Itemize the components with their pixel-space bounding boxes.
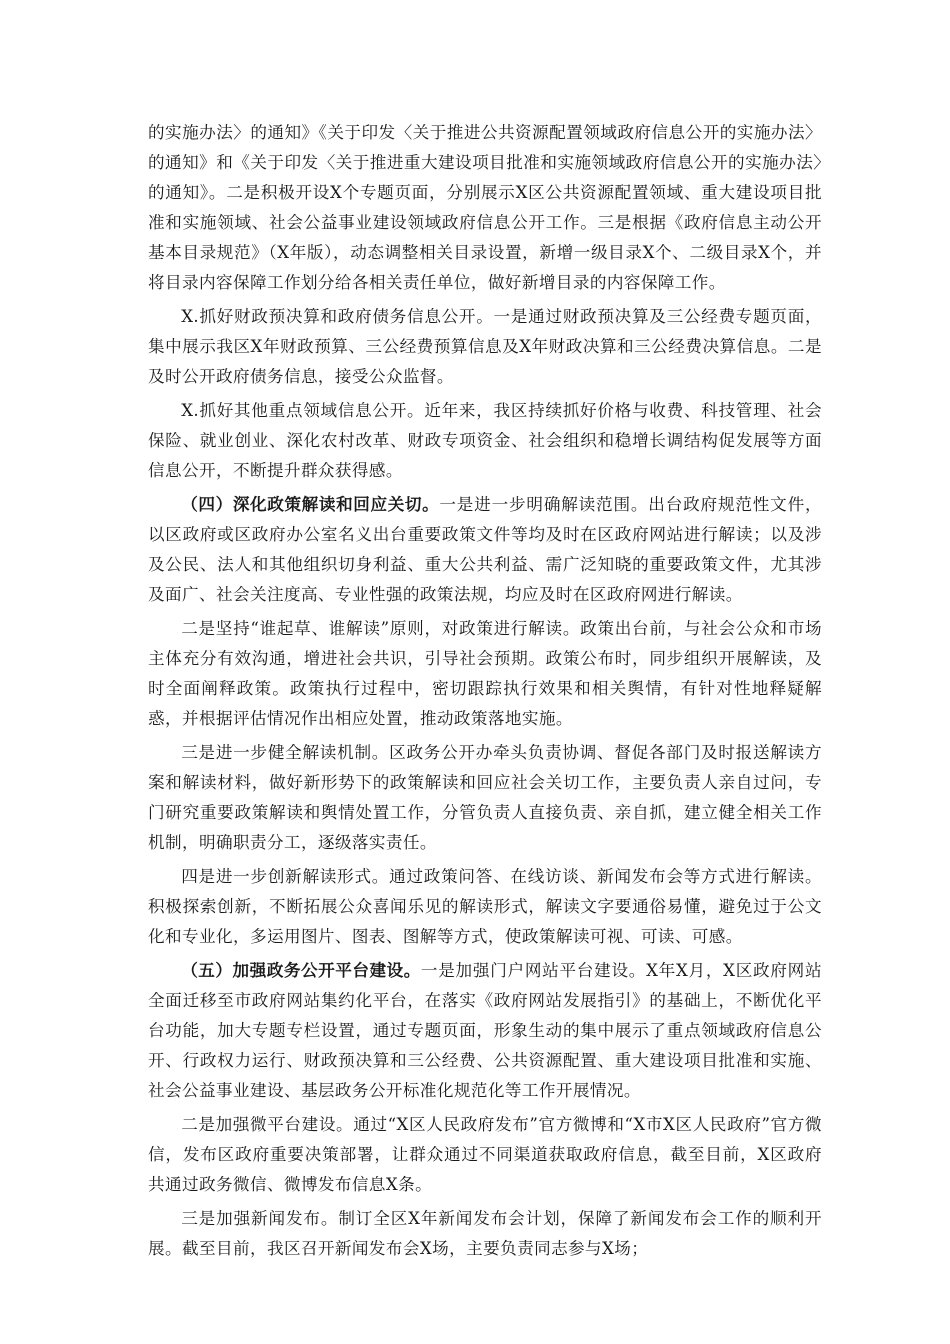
paragraph: [148, 396, 822, 486]
paragraph-text: 一是进一步明确解读范围。出台政府规范性文件，以区政府或区政府办公室名义出台重要政策文件等均及时在区政府网站进行解读；以及涉及公民、法人和其他组织切身利益、重大公共利益、需广泛知晓的重要政策文件，尤其涉及面广、社会关注度高、专业性强的政策法规，均应及时在区政府网进行解读。: [148, 495, 822, 604]
paragraph: [148, 302, 822, 392]
paragraph-text: 四是进一步创新解读形式。通过政策问答、在线访谈、新闻发布会等方式进行解读。积极探索创新，不断拓展公众喜闻乐见的解读形式，解读文字要通俗易懂，避免过于公文化和专业化，多运用图片、图表、图解等方式，使政策解读可视、可读、可感。: [148, 867, 822, 946]
document-body: [148, 118, 822, 1268]
paragraph-text: 二是坚持“谁起草、谁解读”原则，对政策进行解读。政策出台前，与社会公众和市场主体充分有效沟通，增进社会共识，引导社会预期。政策公布时，同步组织开展解读，及时全面阐释政策。政策执行过程中，密切跟踪执行效果和相关舆情，有针对性地释疑解惑，并根据评估情况作出相应处置，推动政策落地实施。: [148, 619, 822, 728]
paragraph: [148, 862, 822, 952]
paragraph-text: X.抓好其他重点领域信息公开。近年来，我区持续抓好价格与收费、科技管理、社会保险、就业创业、深化农村改革、财政专项资金、社会组织和稳增长调结构促发展等方面信息公开，不断提升群众获得感。: [148, 401, 822, 480]
section-heading: （五）加强政务公开平台建设。: [181, 961, 421, 980]
paragraph: [148, 118, 822, 298]
paragraph: [148, 614, 822, 734]
paragraph: [148, 956, 822, 1106]
paragraph: [148, 1110, 822, 1200]
paragraph: [148, 490, 822, 610]
paragraph-text: 的实施办法〉的通知》《关于印发〈关于推进公共资源配置领域政府信息公开的实施办法〉的通知》和《关于印发〈关于推进重大建设项目批准和实施领域政府信息公开的实施办法〉的通知》。二是积极开设X个专题页面，分别展示X区公共资源配置领域、重大建设项目批准和实施领域、社会公益事业建设领域政府信息公开工作。三是根据《政府信息主动公开基本目录规范》（X年版），动态调整相关目录设置，新增一级目录X个、二级目录X个，并将目录内容保障工作划分给各相关责任单位，做好新增目录的内容保障工作。: [148, 123, 822, 292]
paragraph-text: 二是加强微平台建设。通过“X区人民政府发布”官方微博和“X市X区人民政府”官方微信，发布区政府重要决策部署，让群众通过不同渠道获取政府信息，截至目前，X区政府共通过政务微信、微博发布信息X条。: [148, 1115, 822, 1194]
paragraph-text: 三是加强新闻发布。制订全区X年新闻发布会计划，保障了新闻发布会工作的顺利开展。截至目前，我区召开新闻发布会X场，主要负责同志参与X场；: [148, 1209, 822, 1258]
paragraph: [148, 1204, 822, 1264]
paragraph-text: 三是进一步健全解读机制。区政务公开办牵头负责协调、督促各部门及时报送解读方案和解读材料，做好新形势下的政策解读和回应社会关切工作，主要负责人亲自过问，专门研究重要政策解读和舆情处置工作，分管负责人直接负责、亲自抓，建立健全相关工作机制，明确职责分工，逐级落实责任。: [148, 743, 822, 852]
section-heading: （四）深化政策解读和回应关切。: [181, 495, 440, 514]
paragraph: [148, 738, 822, 858]
paragraph-text: X.抓好财政预决算和政府债务信息公开。一是通过财政预决算及三公经费专题页面，集中展示我区X年财政预算、三公经费预算信息及X年财政决算和三公经费决算信息。二是及时公开政府债务信息，接受公众监督。: [148, 307, 822, 386]
paragraph-text: 一是加强门户网站平台建设。X年X月，X区政府网站全面迁移至市政府网站集约化平台，在落实《政府网站发展指引》的基础上，不断优化平台功能，加大专题专栏设置，通过专题页面，形象生动的集中展示了重点领域政府信息公开、行政权力运行、财政预决算和三公经费、公共资源配置、重大建设项目批准和实施、社会公益事业建设、基层政务公开标准化规范化等工作开展情况。: [148, 961, 822, 1100]
